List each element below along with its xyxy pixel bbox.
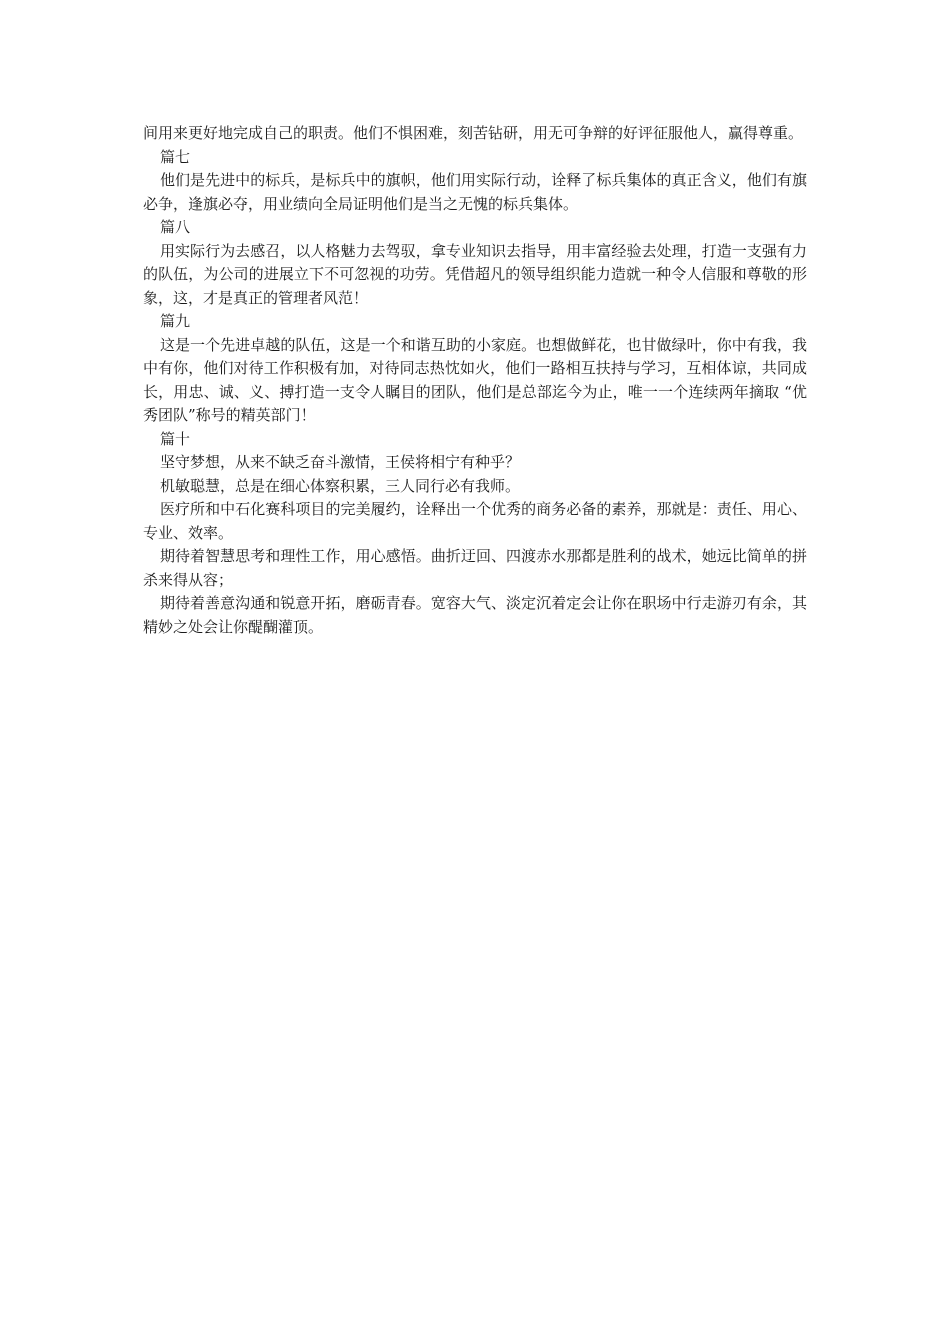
paragraph: 机敏聪慧，总是在细心体察积累，三人同行必有我师。	[159, 476, 520, 495]
paragraph: 医疗所和中石化赛科项目的完美履约，诠释出一个优秀的商务必备的素养，那就是：责任、用心、专业、效率。	[143, 500, 807, 542]
section-heading-7: 篇七	[159, 147, 190, 166]
paragraph: 期待着智慧思考和理性工作，用心感悟。曲折迂回、四渡赤水那都是胜利的战术，她远比简单的拼杀来得从容；	[143, 547, 807, 589]
paragraph: 期待着善意沟通和锐意开拓，磨砺青春。宽容大气、淡定沉着定会让你在职场中行走游刃有余，其精妙之处会让你醍醐灌顶。	[143, 594, 807, 636]
paragraph: 用实际行为去感召，以人格魅力去驾驭，拿专业知识去指导，用丰富经验去处理，打造一支强有力的队伍，为公司的进展立下不可忽视的功劳。凭借超凡的领导组织能力造就一种令人信服和尊敬的形象，这，才是真正的管理者风范！	[143, 241, 807, 307]
paragraph: 这是一个先进卓越的队伍，这是一个和谐互助的小家庭。也想做鲜花，也甘做绿叶，你中有我，我中有你，他们对待工作积极有加，对待同志热忱如火，他们一路相互扶持与学习，互相体谅，共同成长，用忠、诚、义、搏打造一支令人瞩目的团队，他们是总部迄今为止，唯一一个连续两年摘取 “优秀团队”称号的精英部门！	[143, 335, 807, 424]
section-heading-9: 篇九	[159, 312, 190, 330]
paragraph: 坚守梦想，从来不缺乏奋斗激情，王侯将相宁有种乎？	[159, 453, 520, 471]
paragraph: 他们是先进中的标兵，是标兵中的旗帜，他们用实际行动，诠释了标兵集体的真正含义，他们有旗必争，逢旗必夺，用业绩向全局证明他们是当之无愧的标兵集体。	[143, 171, 807, 213]
paragraph-continuation: 间用来更好地完成自己的职责。他们不惧困难，刻苦钻研，用无可争辩的好评征服他人，赢得尊重。	[143, 124, 804, 142]
section-heading-10: 篇十	[159, 429, 190, 448]
section-heading-8: 篇八	[159, 218, 190, 236]
document-body	[143, 122, 807, 639]
